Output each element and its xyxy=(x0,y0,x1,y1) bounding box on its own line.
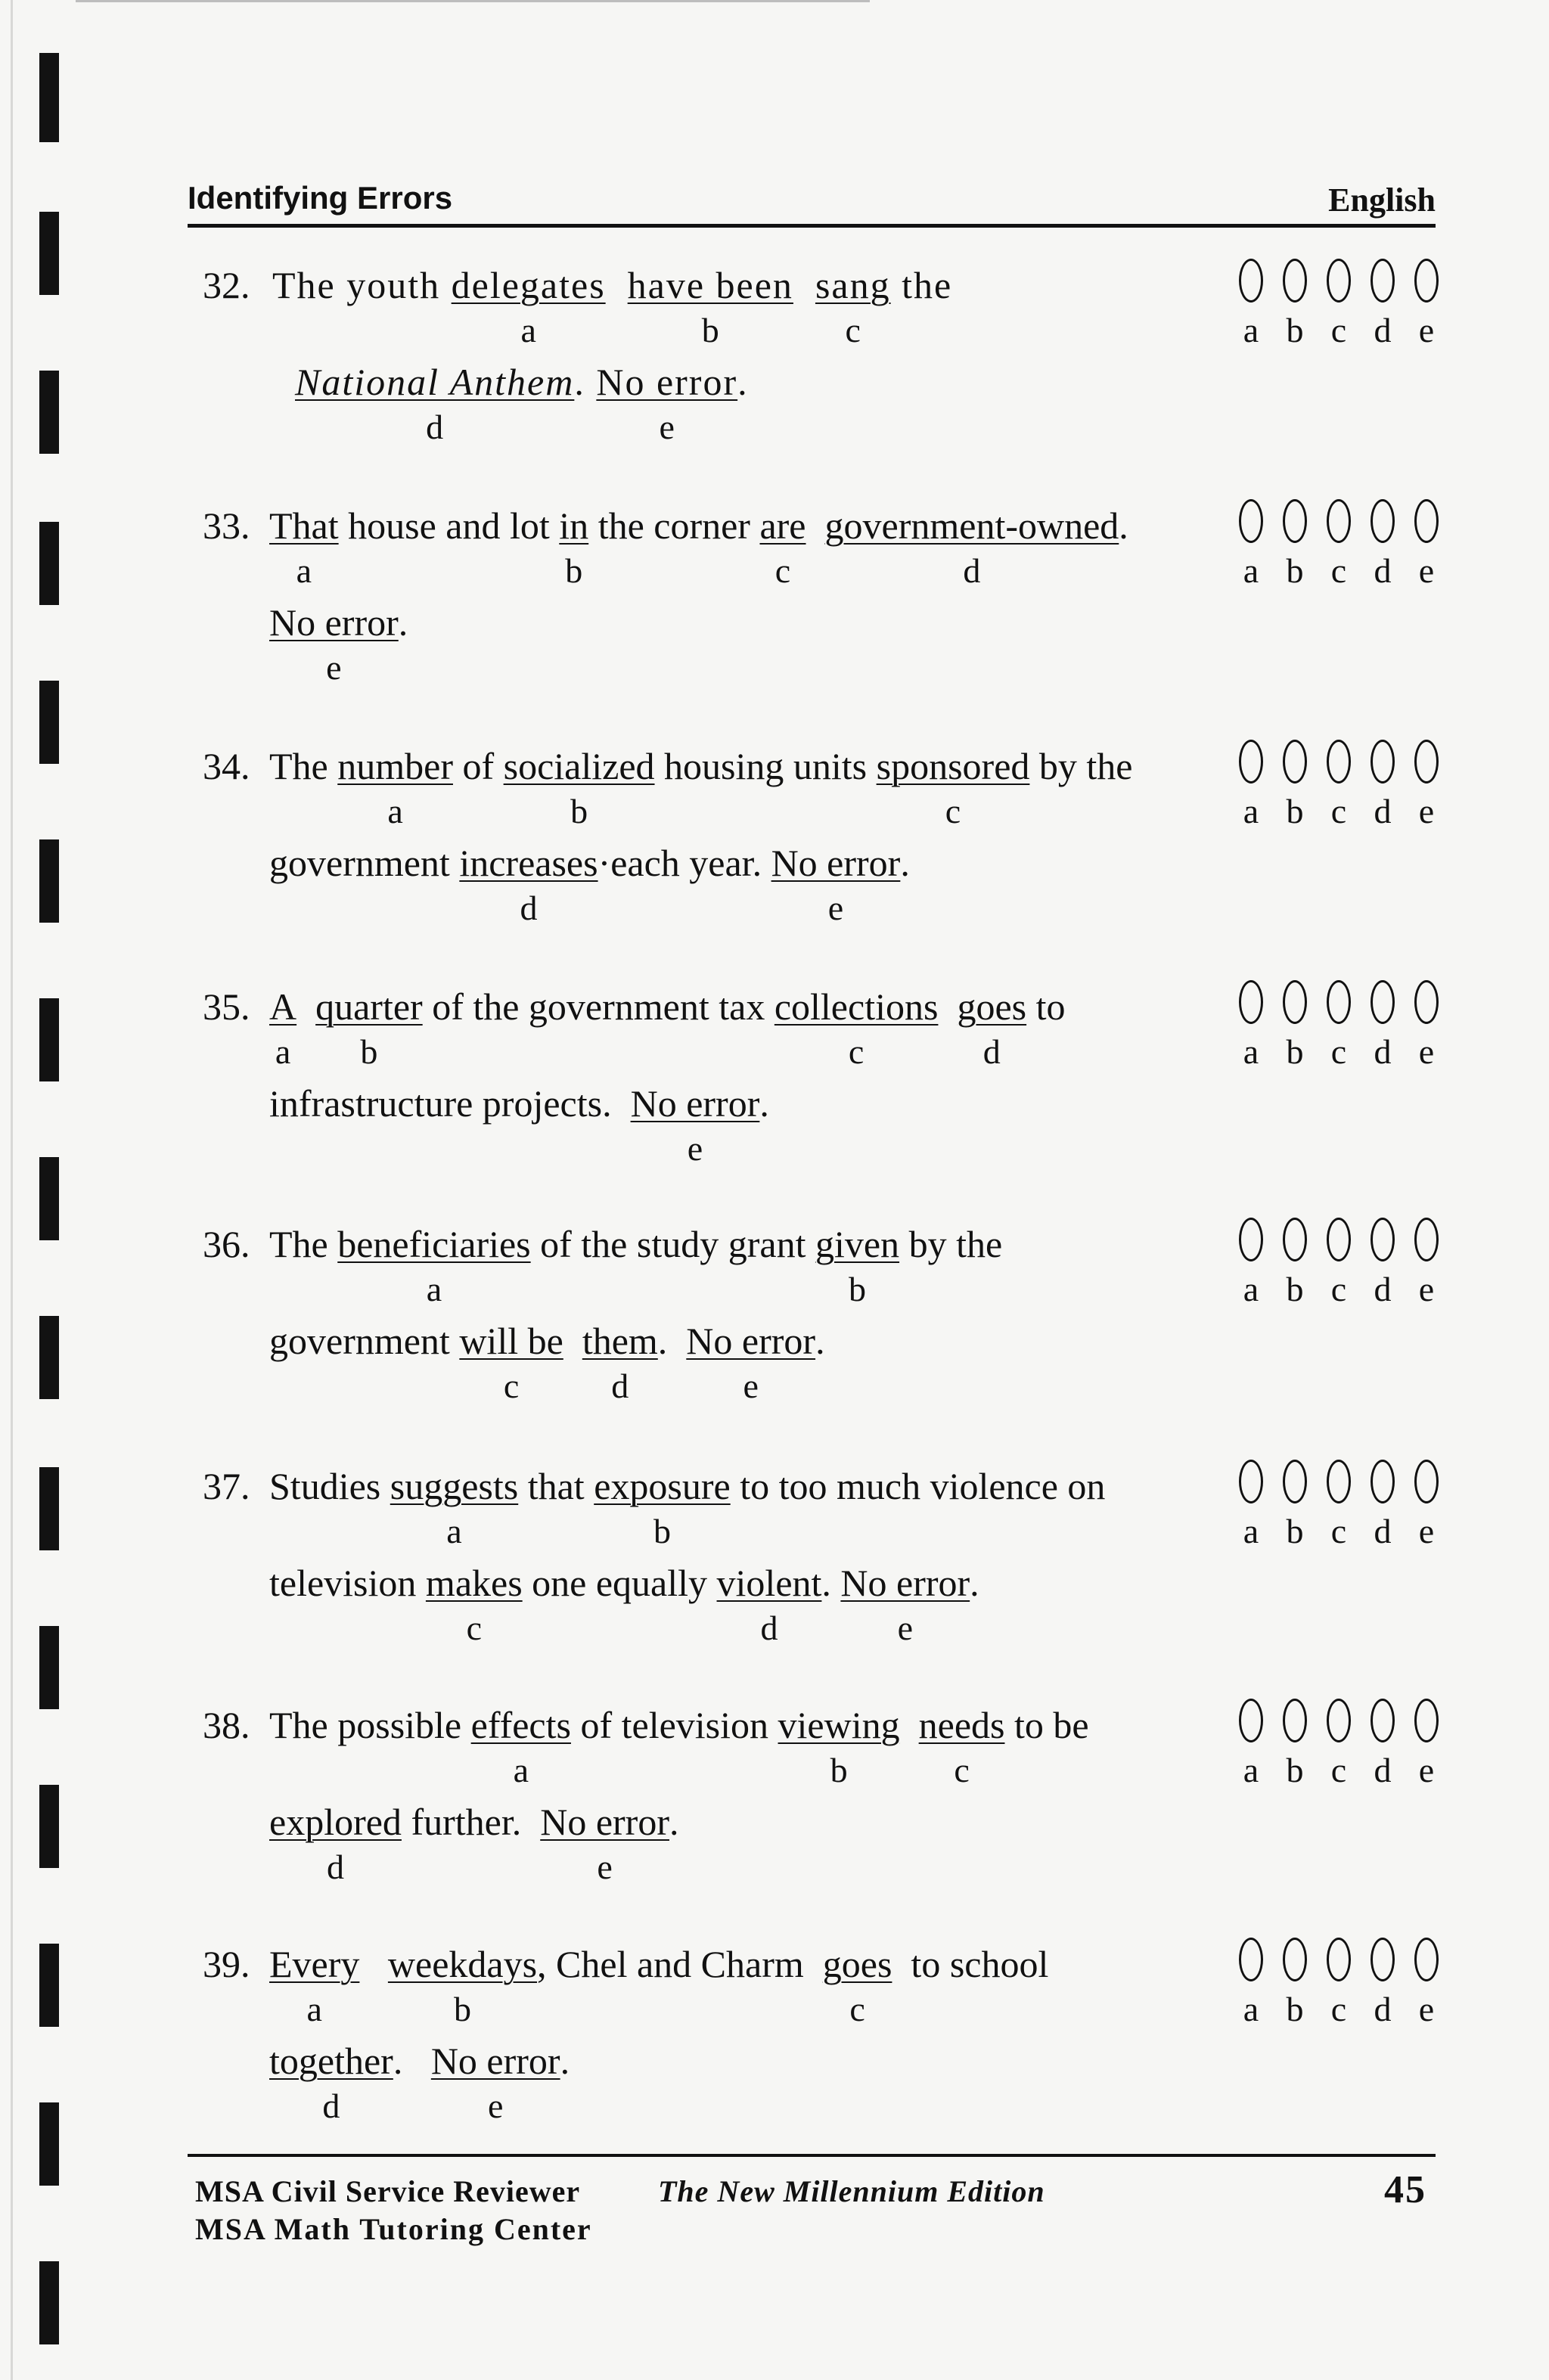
text-segment: . xyxy=(900,842,910,884)
answer-option-label: b xyxy=(1286,1990,1304,2028)
underlined-segment: violent xyxy=(716,1562,822,1604)
underlined-segment: given xyxy=(815,1223,900,1265)
choice-letter-c: c xyxy=(774,551,791,590)
text-segment: to school xyxy=(892,1943,1049,1985)
choice-letter-e: e xyxy=(897,1609,913,1647)
underlined-segment: together xyxy=(269,2040,393,2082)
answer-bubble-e[interactable] xyxy=(1414,499,1439,543)
answer-bubble-a[interactable] xyxy=(1239,499,1263,543)
underlined-segment: suggests xyxy=(390,1465,519,1507)
underlined-segment: No error xyxy=(840,1562,970,1604)
choice-letter-e: e xyxy=(488,2087,504,2125)
text-segment: . xyxy=(574,361,597,403)
binding-hole xyxy=(39,53,59,142)
choice-letter-d: d xyxy=(326,1848,344,1886)
answer-bubble-e[interactable] xyxy=(1414,1699,1439,1742)
question-item xyxy=(0,985,1549,1212)
text-segment xyxy=(938,985,957,1029)
text-segment: The possible xyxy=(269,1704,471,1746)
page-header xyxy=(188,172,1436,225)
answer-bubble-c[interactable] xyxy=(1327,1460,1351,1503)
underlined-segment: them xyxy=(582,1320,658,1362)
answer-option-label: a xyxy=(1243,551,1259,590)
answer-option-label: d xyxy=(1374,1512,1392,1550)
choice-letter-d: d xyxy=(520,889,538,927)
footer-publisher: MSA Math Tutoring Center xyxy=(195,2212,592,2246)
text-segment: . xyxy=(657,1320,687,1362)
underlined-segment: No error xyxy=(540,1801,669,1843)
underlined-segment: sang xyxy=(815,264,891,306)
answer-bubble-c[interactable] xyxy=(1327,259,1351,303)
answer-bubbles xyxy=(1233,259,1445,365)
answer-option-label: b xyxy=(1286,1032,1304,1071)
answer-bubble-e[interactable] xyxy=(1414,259,1439,303)
question-line-2 xyxy=(269,841,910,889)
choice-letter-e: e xyxy=(659,408,675,446)
choice-letter-d: d xyxy=(611,1367,629,1405)
answer-option-label: c xyxy=(1330,311,1347,349)
underlined-segment: viewing xyxy=(778,1704,900,1746)
answer-bubbles xyxy=(1233,1699,1445,1804)
question-number: 39. xyxy=(203,1943,250,1985)
text-segment: television xyxy=(269,1562,426,1604)
choice-letter-b: b xyxy=(453,1990,471,2028)
choice-letter-b: b xyxy=(565,551,583,590)
answer-bubbles xyxy=(1233,1938,1445,2043)
answer-option-label: e xyxy=(1418,792,1435,830)
answer-bubble-d[interactable] xyxy=(1371,1218,1395,1261)
underlined-segment: number xyxy=(337,745,453,787)
answer-option-label: d xyxy=(1374,1751,1392,1789)
question-item xyxy=(0,1222,1549,1449)
choice-letter-c: c xyxy=(954,1751,970,1789)
choice-letter-e: e xyxy=(687,1129,703,1168)
answer-option-label: b xyxy=(1286,1270,1304,1308)
text-segment: of the study grant xyxy=(530,1223,815,1265)
answer-option-label: d xyxy=(1374,792,1392,830)
answer-bubble-c[interactable] xyxy=(1327,1218,1351,1261)
answer-bubbles xyxy=(1233,740,1445,846)
choice-letter-b: b xyxy=(849,1270,867,1308)
underlined-segment: No error xyxy=(686,1320,816,1362)
choice-letter-a: a xyxy=(275,1032,291,1071)
answer-bubbles xyxy=(1233,1218,1445,1323)
question-number: 38. xyxy=(203,1704,250,1746)
answer-bubble-b[interactable] xyxy=(1283,259,1307,303)
text-segment: The xyxy=(269,1223,338,1265)
question-line-2 xyxy=(295,360,749,408)
answer-bubble-e[interactable] xyxy=(1414,1218,1439,1261)
text-segment xyxy=(900,1703,919,1747)
answer-bubble-b[interactable] xyxy=(1283,980,1307,1024)
choice-letter-b: b xyxy=(830,1751,848,1789)
answer-bubbles xyxy=(1233,499,1445,605)
answer-bubble-c[interactable] xyxy=(1327,740,1351,784)
answer-option-label: c xyxy=(1330,1990,1347,2028)
underlined-segment: government-owned xyxy=(824,504,1119,547)
text-segment: , Chel and Charm xyxy=(537,1943,823,1985)
text-segment: by the xyxy=(899,1223,1003,1265)
question-line-2 xyxy=(269,2039,570,2087)
answer-option-label: a xyxy=(1243,792,1259,830)
answer-bubble-c[interactable] xyxy=(1327,1938,1351,1981)
underlined-segment: That xyxy=(269,504,339,547)
choice-letter-c: c xyxy=(845,311,861,349)
text-segment: government xyxy=(269,842,460,884)
choice-letter-b: b xyxy=(570,792,588,830)
question-item xyxy=(0,504,1549,731)
question-line-1 xyxy=(269,1222,1002,1271)
answer-option-label: b xyxy=(1286,551,1304,590)
answer-bubble-c[interactable] xyxy=(1327,499,1351,543)
question-line-1 xyxy=(269,1464,1105,1513)
question-line-1 xyxy=(269,504,1128,552)
text-segment xyxy=(793,263,815,307)
underlined-segment: National Anthem xyxy=(295,361,575,403)
answer-option-label: b xyxy=(1286,1512,1304,1550)
text-segment: . xyxy=(669,1801,679,1843)
footer-rule xyxy=(188,2154,1436,2157)
choice-letter-e: e xyxy=(326,648,342,687)
answer-option-label: e xyxy=(1418,551,1435,590)
underlined-segment: effects xyxy=(470,1704,571,1746)
question-number: 33. xyxy=(203,504,250,547)
answer-bubbles xyxy=(1233,1460,1445,1565)
answer-bubble-e[interactable] xyxy=(1414,740,1439,784)
text-segment: house and lot xyxy=(338,504,560,547)
text-segment xyxy=(359,1942,388,1986)
choice-letter-a: a xyxy=(296,551,312,590)
question-line-1 xyxy=(269,1703,1089,1752)
answer-option-label: e xyxy=(1418,1032,1435,1071)
answer-bubble-c[interactable] xyxy=(1327,1699,1351,1742)
text-segment: . xyxy=(393,2040,431,2082)
underlined-segment: are xyxy=(759,504,806,547)
underlined-segment: in xyxy=(559,504,589,547)
text-segment xyxy=(606,263,628,307)
text-segment: to be xyxy=(1004,1704,1089,1746)
answer-option-label: d xyxy=(1374,311,1392,349)
answer-option-label: a xyxy=(1243,311,1259,349)
underlined-segment: needs xyxy=(918,1704,1005,1746)
answer-option-label: d xyxy=(1374,1990,1392,2028)
answer-bubble-d[interactable] xyxy=(1371,1938,1395,1981)
underlined-segment: No error xyxy=(771,842,901,884)
answer-option-label: c xyxy=(1330,551,1347,590)
question-line-2 xyxy=(269,1081,769,1130)
answer-option-label: c xyxy=(1330,1512,1347,1550)
text-segment: the corner xyxy=(588,504,760,547)
header-rule xyxy=(188,224,1436,228)
underlined-segment: quarter xyxy=(315,985,423,1028)
text-segment: by the xyxy=(1029,745,1133,787)
answer-bubble-a[interactable] xyxy=(1239,740,1263,784)
page-number: 45 xyxy=(1384,2168,1426,2211)
underlined-segment: explored xyxy=(269,1801,402,1843)
answer-bubble-a[interactable] xyxy=(1239,1938,1263,1981)
choice-letter-c: c xyxy=(945,792,961,830)
answer-option-label: c xyxy=(1330,792,1347,830)
underlined-segment: will be xyxy=(459,1320,563,1362)
underlined-segment: exposure xyxy=(594,1465,731,1507)
underlined-segment: No error xyxy=(596,361,738,403)
answer-option-label: d xyxy=(1374,1032,1392,1071)
text-segment xyxy=(563,1319,582,1363)
answer-bubble-a[interactable] xyxy=(1239,980,1263,1024)
underlined-segment: beneficiaries xyxy=(337,1223,531,1265)
top-edge-rule xyxy=(76,0,870,2)
text-segment: that xyxy=(518,1465,594,1507)
text-segment: . xyxy=(737,361,749,403)
text-segment xyxy=(806,504,825,548)
answer-bubble-b[interactable] xyxy=(1283,1699,1307,1742)
subject-label: English xyxy=(1328,182,1436,219)
answer-bubbles xyxy=(1233,980,1445,1086)
choice-letter-c: c xyxy=(848,1032,865,1071)
question-line-2 xyxy=(269,1319,825,1367)
answer-option-label: b xyxy=(1286,1751,1304,1789)
underlined-segment: A xyxy=(269,985,297,1028)
choice-letter-b: b xyxy=(653,1512,671,1550)
underlined-segment: increases xyxy=(459,842,598,884)
answer-bubble-b[interactable] xyxy=(1283,1218,1307,1261)
question-number: 34. xyxy=(203,745,250,787)
question-number: 32. xyxy=(203,264,250,306)
choice-letter-a: a xyxy=(306,1990,322,2028)
question-item xyxy=(0,744,1549,971)
choice-letter-a: a xyxy=(520,311,536,349)
question-number: 36. xyxy=(203,1223,250,1265)
text-segment: housing units xyxy=(654,745,877,787)
question-line-2 xyxy=(269,1800,678,1848)
text-segment: further. xyxy=(401,1801,541,1843)
answer-option-label: b xyxy=(1286,311,1304,349)
text-segment xyxy=(296,985,315,1029)
question-line-1 xyxy=(272,263,952,312)
text-segment: of the government tax xyxy=(422,985,774,1028)
choice-letter-e: e xyxy=(597,1848,613,1886)
text-segment: . xyxy=(821,1562,841,1604)
answer-option-label: c xyxy=(1330,1032,1347,1071)
answer-bubble-a[interactable] xyxy=(1239,1218,1263,1261)
choice-letter-a: a xyxy=(426,1270,442,1308)
answer-bubble-d[interactable] xyxy=(1371,1460,1395,1503)
text-segment: . xyxy=(759,1082,769,1125)
answer-bubble-a[interactable] xyxy=(1239,1699,1263,1742)
underlined-segment: makes xyxy=(425,1562,523,1604)
choice-letter-c: c xyxy=(503,1367,520,1405)
choice-letter-a: a xyxy=(446,1512,462,1550)
text-segment: The youth xyxy=(272,264,452,306)
choice-letter-d: d xyxy=(760,1609,778,1647)
underlined-segment: delegates xyxy=(451,264,606,306)
answer-option-label: a xyxy=(1243,1751,1259,1789)
text-segment: Studies xyxy=(269,1465,390,1507)
question-line-2 xyxy=(269,1561,979,1609)
answer-option-label: e xyxy=(1418,1990,1435,2028)
underlined-segment: No error xyxy=(430,2040,560,2082)
text-segment: of xyxy=(452,745,504,787)
choice-letter-c: c xyxy=(849,1990,865,2028)
answer-bubble-e[interactable] xyxy=(1414,980,1439,1024)
choice-letter-d: d xyxy=(322,2087,340,2125)
choice-letter-e: e xyxy=(827,889,844,927)
text-segment: of television xyxy=(570,1704,778,1746)
answer-bubble-d[interactable] xyxy=(1371,740,1395,784)
answer-bubble-e[interactable] xyxy=(1414,1938,1439,1981)
underlined-segment: No error xyxy=(269,601,399,644)
answer-option-label: c xyxy=(1330,1270,1347,1308)
answer-bubble-b[interactable] xyxy=(1283,499,1307,543)
choice-letter-c: c xyxy=(466,1609,482,1647)
answer-bubble-e[interactable] xyxy=(1414,1460,1439,1503)
answer-option-label: e xyxy=(1418,1512,1435,1550)
choice-letter-d: d xyxy=(426,408,444,446)
text-segment: . xyxy=(560,2040,570,2082)
answer-option-label: a xyxy=(1243,1990,1259,2028)
answer-option-label: a xyxy=(1243,1032,1259,1071)
text-segment: to too much violence on xyxy=(730,1465,1106,1507)
underlined-segment: weekdays xyxy=(387,1943,538,1985)
question-number: 35. xyxy=(203,985,250,1028)
choice-letter-b: b xyxy=(360,1032,378,1071)
text-segment: . xyxy=(398,601,408,644)
answer-option-label: d xyxy=(1374,1270,1392,1308)
underlined-segment: sponsored xyxy=(876,745,1030,787)
answer-bubble-d[interactable] xyxy=(1371,259,1395,303)
question-item xyxy=(0,1464,1549,1691)
underlined-segment: goes xyxy=(822,1943,892,1985)
text-segment: to xyxy=(1026,985,1066,1028)
answer-option-label: e xyxy=(1418,1270,1435,1308)
answer-bubble-b[interactable] xyxy=(1283,740,1307,784)
text-segment: government xyxy=(269,1320,460,1362)
choice-letter-a: a xyxy=(513,1751,529,1789)
answer-bubble-d[interactable] xyxy=(1371,980,1395,1024)
choice-letter-e: e xyxy=(743,1367,759,1405)
question-line-2 xyxy=(269,600,408,649)
question-line-1 xyxy=(269,1942,1048,1991)
text-segment: . xyxy=(815,1320,825,1362)
answer-option-label: b xyxy=(1286,792,1304,830)
text-segment: one equally xyxy=(522,1562,717,1604)
answer-option-label: c xyxy=(1330,1751,1347,1789)
question-line-1 xyxy=(269,985,1066,1033)
underlined-segment: goes xyxy=(957,985,1027,1028)
choice-letter-d: d xyxy=(982,1032,1001,1071)
answer-bubble-b[interactable] xyxy=(1283,1938,1307,1981)
question-item xyxy=(0,1703,1549,1930)
text-segment: the xyxy=(890,264,953,306)
text-segment: ·each year. xyxy=(598,842,771,884)
answer-bubble-c[interactable] xyxy=(1327,980,1351,1024)
choice-letter-b: b xyxy=(701,311,719,349)
section-title: Identifying Errors xyxy=(188,180,453,216)
answer-bubble-a[interactable] xyxy=(1239,259,1263,303)
answer-option-label: e xyxy=(1418,1751,1435,1789)
choice-letter-a: a xyxy=(387,792,403,830)
answer-bubble-d[interactable] xyxy=(1371,1699,1395,1742)
question-line-1 xyxy=(269,744,1132,793)
answer-option-label: a xyxy=(1243,1512,1259,1550)
underlined-segment: Every xyxy=(269,1943,360,1985)
answer-bubble-a[interactable] xyxy=(1239,1460,1263,1503)
underlined-segment: collections xyxy=(774,985,939,1028)
underlined-segment: socialized xyxy=(503,745,655,787)
question-item xyxy=(0,1942,1549,2169)
text-segment: . xyxy=(970,1562,979,1604)
question-number: 37. xyxy=(203,1465,250,1507)
text-segment: infrastructure projects. xyxy=(269,1082,631,1125)
text-segment: . xyxy=(1119,504,1128,547)
answer-option-label: e xyxy=(1418,311,1435,349)
answer-bubble-d[interactable] xyxy=(1371,499,1395,543)
choice-letter-d: d xyxy=(963,551,981,590)
binding-hole xyxy=(39,2261,59,2344)
underlined-segment: have been xyxy=(627,264,793,306)
footer-book-title: MSA Civil Service Reviewer xyxy=(195,2174,581,2208)
answer-bubble-b[interactable] xyxy=(1283,1460,1307,1503)
answer-option-label: a xyxy=(1243,1270,1259,1308)
text-segment: The xyxy=(269,745,338,787)
answer-option-label: d xyxy=(1374,551,1392,590)
footer-edition: The New Millennium Edition xyxy=(658,2174,1045,2208)
underlined-segment: No error xyxy=(630,1082,760,1125)
question-item xyxy=(0,263,1549,490)
